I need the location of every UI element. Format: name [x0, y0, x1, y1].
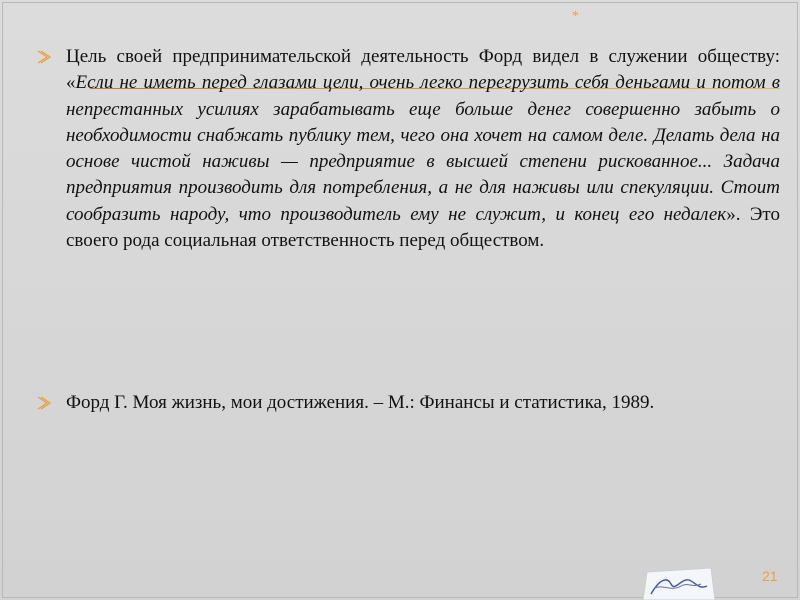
decorative-star: *	[572, 9, 579, 24]
page-number: 21	[762, 568, 778, 584]
signature-logo-icon	[641, 566, 717, 600]
main-paragraph	[66, 44, 780, 254]
paragraph-lead: Цель своей предпринимательской деятельность Форд видел в служении обществу: «	[66, 46, 780, 94]
citation-paragraph: Форд Г. Моя жизнь, мои достижения. – М.: Финансы и статистика, 1989.	[66, 392, 655, 413]
bullet-icon	[36, 395, 52, 411]
ford-quote: Если не иметь перед глазами цели, очень легко перегрузить себя деньгами и потом в непрестанных усилиях зарабатывать еще больше денег совершенно забыть о необходимости снабжать публику тем, чего она хочет на самом деле. Делать дела на основе чистой наживы — предприятие в высшей степени рискованное... Задача предприятия производить для потребления, а не для наживы или спекуляции. Стоит сообразить народу, что производитель ему не служит, и конец его недалек	[66, 72, 780, 225]
paragraph-tail: ». Это своего рода социальная ответственность перед обществом.	[66, 203, 780, 252]
bullet-icon	[36, 49, 52, 65]
